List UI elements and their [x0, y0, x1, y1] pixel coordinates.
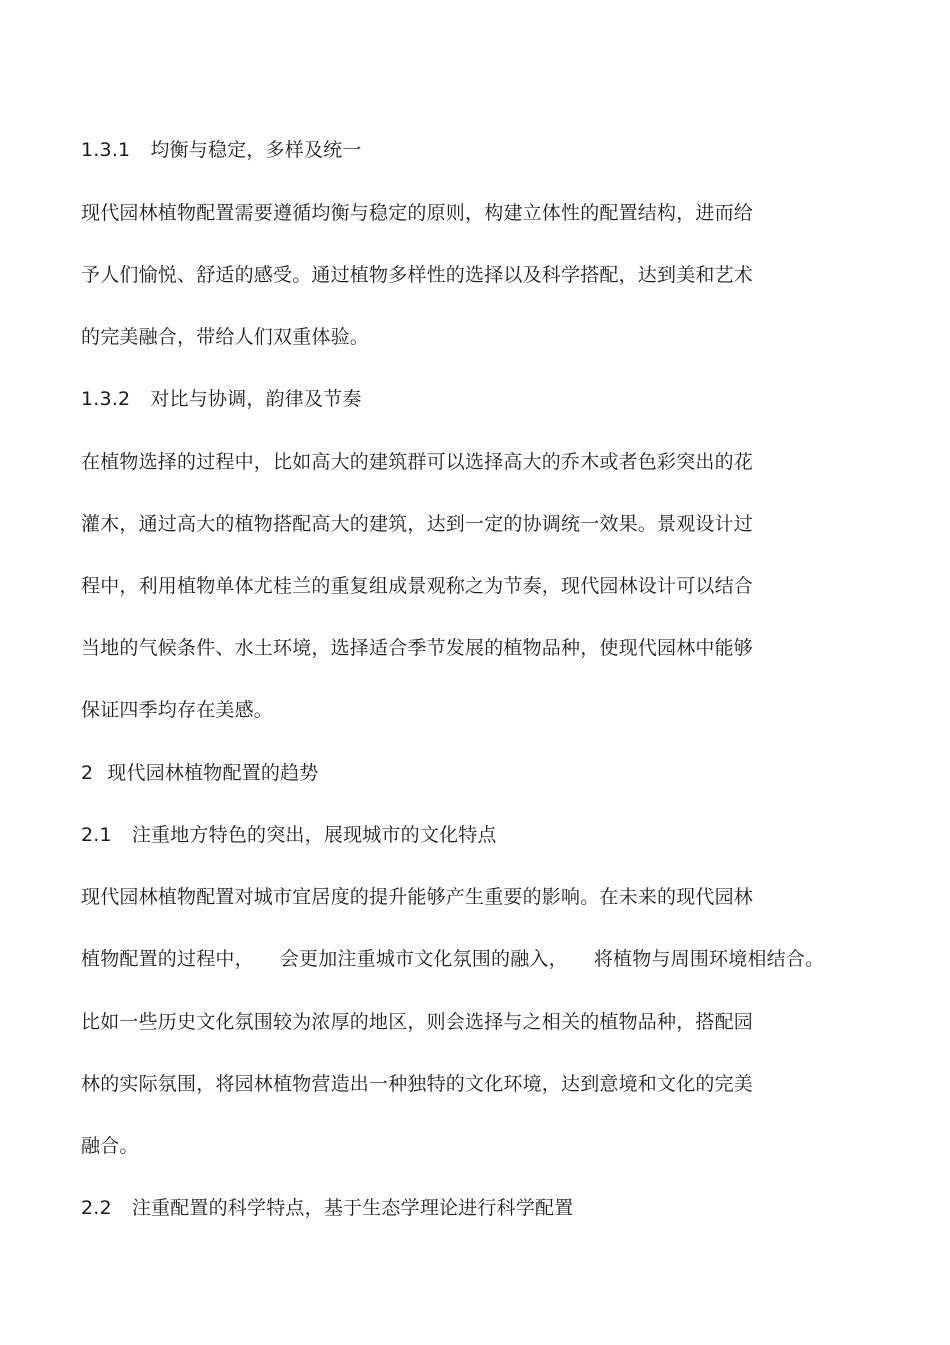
paragraph-line: 的完美融合，带给人们双重体验。 — [81, 326, 370, 348]
section-title: 注重配置的科学特点，基于生态学理论进行科学配置 — [131, 1197, 574, 1219]
paragraph-line: 当地的气候条件、水土环境，选择适合季节发展的植物品种，使现代园林中能够 — [81, 637, 754, 659]
section-heading-2-2 — [81, 1196, 573, 1220]
section-number: 1.3.2 — [81, 388, 131, 410]
section-heading-2-1 — [81, 823, 497, 847]
section-number: 2.2 — [81, 1197, 112, 1219]
paragraph-line: 保证四季均存在美感。 — [81, 699, 274, 721]
section-number: 1.3.1 — [81, 139, 131, 161]
paragraph-line: 融合。 — [81, 1135, 139, 1157]
paragraph-line: 予人们愉悦、舒适的感受。通过植物多样性的选择以及科学搭配，达到美和艺术 — [81, 264, 754, 286]
section-title: 现代园林植物配置的趋势 — [107, 762, 319, 784]
paragraph-line: 灌木，通过高大的植物搭配高大的建筑，达到一定的协调统一效果。景观设计过 — [81, 513, 754, 535]
section-number: 2.1 — [81, 824, 112, 846]
paragraph-line: 在植物选择的过程中，比如高大的建筑群可以选择高大的乔木或者色彩突出的花 — [81, 451, 754, 473]
section-heading-1-3-2 — [81, 387, 362, 411]
paragraph-line-spaced — [81, 947, 824, 971]
section-title: 对比与协调，韵律及节奏 — [150, 388, 362, 410]
section-number: 2 — [81, 762, 94, 784]
paragraph-fragment: 将植物与周围环境相结合。 — [593, 948, 825, 970]
section-title: 均衡与稳定，多样及统一 — [150, 139, 362, 161]
section-title: 注重地方特色的突出，展现城市的文化特点 — [131, 824, 497, 846]
paragraph-line: 程中，利用植物单体尤桂兰的重复组成景观称之为节奏，现代园林设计可以结合 — [81, 575, 754, 597]
paragraph-fragment: 会更加注重城市文化氛围的融入， — [279, 948, 568, 970]
paragraph-fragment: 植物配置的过程中， — [81, 948, 254, 970]
section-heading-2 — [81, 761, 319, 785]
section-heading-1-3-1 — [81, 138, 362, 162]
paragraph-line: 现代园林植物配置需要遵循均衡与稳定的原则，构建立体性的配置结构，进而给 — [81, 202, 754, 224]
paragraph-line: 林的实际氛围，将园林植物营造出一种独特的文化环境，达到意境和文化的完美 — [81, 1073, 754, 1095]
paragraph-line: 现代园林植物配置对城市宜居度的提升能够产生重要的影响。在未来的现代园林 — [81, 886, 754, 908]
paragraph-line: 比如一些历史文化氛围较为浓厚的地区，则会选择与之相关的植物品种，搭配园 — [81, 1011, 754, 1033]
